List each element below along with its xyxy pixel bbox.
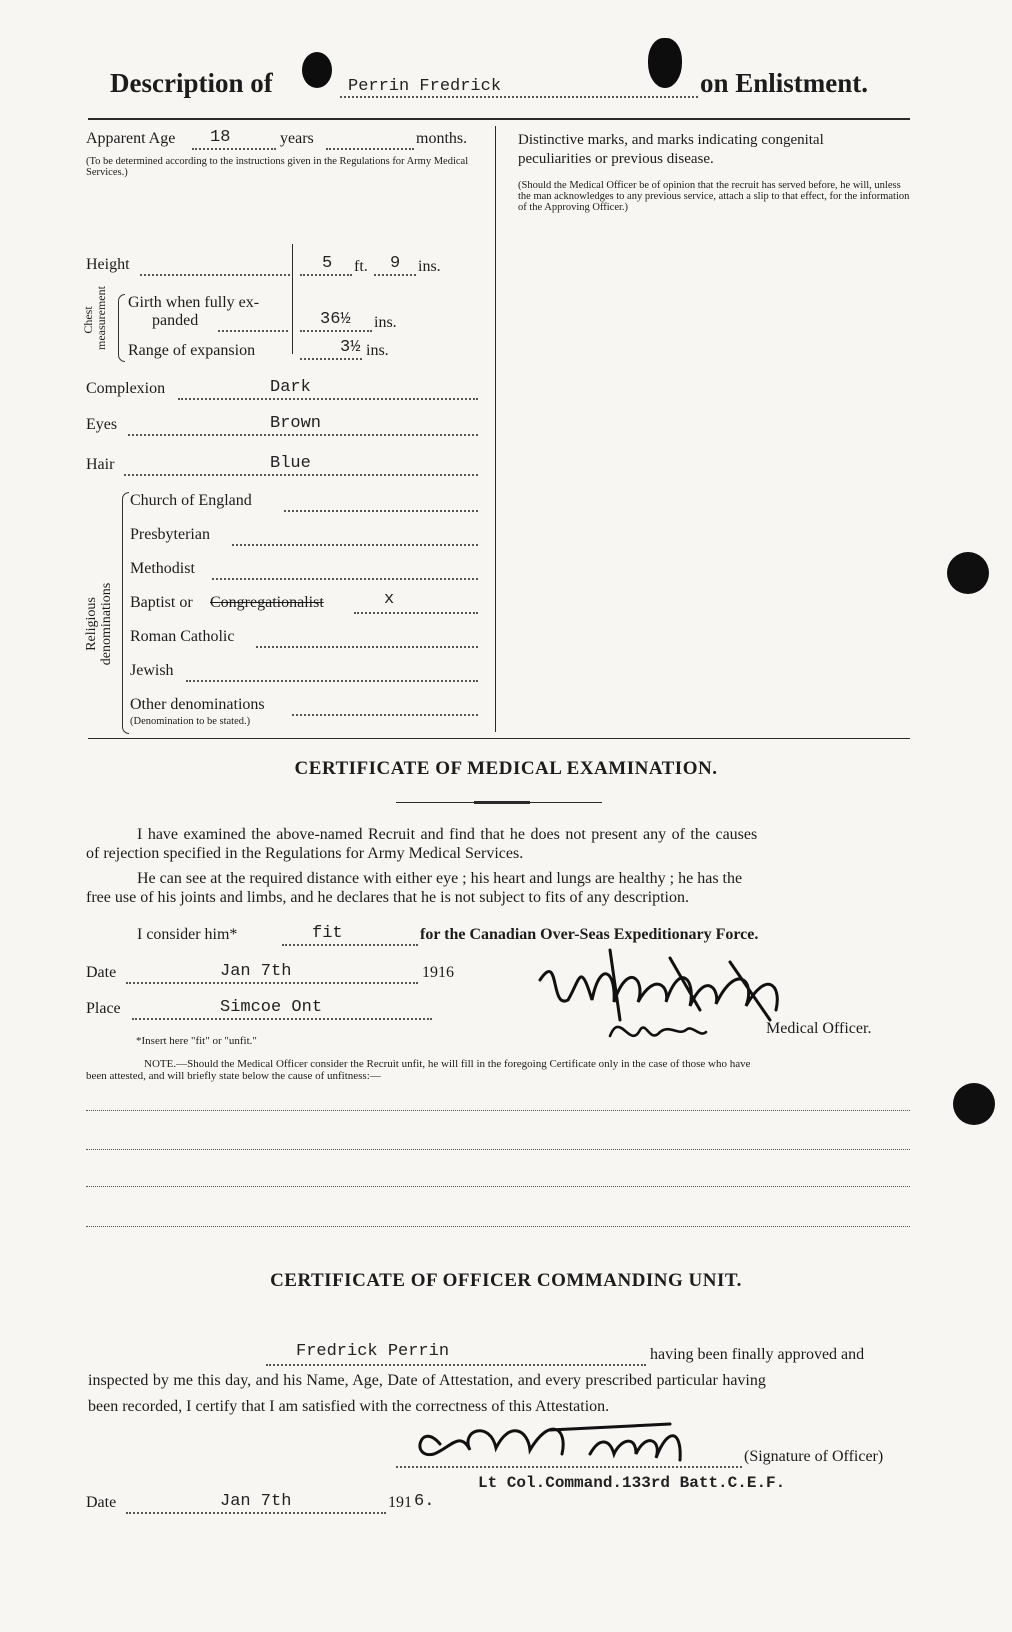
unfitness-line-4 xyxy=(86,1226,910,1227)
ins-label: ins. xyxy=(418,258,441,275)
recruit-name-header: Perrin Fredrick xyxy=(348,77,502,96)
ink-blot xyxy=(648,38,682,88)
top-rule xyxy=(88,118,910,120)
religion-line-7 xyxy=(292,714,478,716)
eyes-label: Eyes xyxy=(86,416,118,433)
range-value: 3½ xyxy=(340,338,361,357)
religion-text: Religious denominations xyxy=(84,582,114,666)
range-unit: ins. xyxy=(366,342,389,359)
height-label: Height xyxy=(86,256,130,273)
height-ft-line xyxy=(300,274,352,276)
unfitness-line-1 xyxy=(86,1110,910,1111)
height-ft-value: 5 xyxy=(322,254,333,273)
eyes-line xyxy=(128,434,478,436)
unfitness-line-3 xyxy=(86,1186,910,1187)
medical-officer-label: Medical Officer. xyxy=(766,1020,872,1037)
commanding-line1-end: having been finally approved and xyxy=(650,1346,865,1363)
religion-jewish: Jewish xyxy=(130,662,174,679)
religion-roman-catholic: Roman Catholic xyxy=(130,628,235,645)
religion-congregationalist: Congregationalist xyxy=(210,594,324,611)
religion-line-4 xyxy=(354,612,478,614)
medical-date-label: Date xyxy=(86,964,117,981)
commanding-officer-title: Lt Col.Command.133rd Batt.C.E.F. xyxy=(478,1474,786,1492)
ink-blot xyxy=(302,52,332,88)
form-title-suffix: on Enlistment. xyxy=(700,68,869,98)
months-label: months. xyxy=(416,130,468,147)
girth-unit: ins. xyxy=(374,314,397,331)
commanding-year-prefix: 191 xyxy=(388,1494,412,1511)
religion-baptist-mark: x xyxy=(384,590,395,609)
height-in-value: 9 xyxy=(390,254,401,273)
column-divider xyxy=(495,126,496,732)
years-label: years xyxy=(280,130,314,147)
unfitness-line-2 xyxy=(86,1149,910,1150)
height-divider xyxy=(292,244,293,354)
hair-value: Blue xyxy=(270,454,311,473)
religion-line-3 xyxy=(212,578,478,580)
range-label: Range of expansion xyxy=(128,342,256,359)
description-bottom-rule xyxy=(88,738,910,739)
eyes-value: Brown xyxy=(270,414,322,433)
chest-measurement-label xyxy=(81,286,108,350)
place-line xyxy=(132,1018,432,1020)
commanding-line2: inspected by me this day, and his Name, Age, Date of Attestation, and every prescribed particular having xyxy=(88,1372,766,1389)
medical-para2-line1: He can see at the required distance with either eye ; his heart and lungs are healthy ; he has the xyxy=(137,870,743,887)
complexion-value: Dark xyxy=(270,378,311,397)
consider-label: I consider him* xyxy=(137,926,238,943)
medical-date-value: Jan 7th xyxy=(220,962,292,981)
medical-para1-line1: I have examined the above-named Recruit and find that he does not present any of the causes xyxy=(137,826,758,843)
commanding-certificate-title: CERTIFICATE OF OFFICER COMMANDING UNIT. xyxy=(270,1270,742,1291)
insert-note: *Insert here "fit" or "unfit." xyxy=(136,1035,257,1047)
punch-hole xyxy=(947,552,989,594)
recruit-name-value: Fredrick Perrin xyxy=(296,1342,450,1361)
hair-label: Hair xyxy=(86,456,115,473)
place-label: Place xyxy=(86,1000,121,1017)
religion-line-2 xyxy=(232,544,478,546)
medical-note-line2: been attested, and will briefly state below the cause of unfitness:— xyxy=(86,1070,381,1082)
force-label: for the Canadian Over-Seas Expeditionary Force. xyxy=(420,926,759,943)
girth-value: 36½ xyxy=(320,310,351,329)
place-value: Simcoe Ont xyxy=(220,998,323,1017)
age-line xyxy=(192,148,276,150)
consider-line xyxy=(282,944,418,946)
religion-other: Other denominations xyxy=(130,696,265,713)
religion-church-of-england: Church of England xyxy=(130,492,252,509)
religion-line-6 xyxy=(186,680,478,682)
girth-value-line xyxy=(300,330,372,332)
religion-methodist: Methodist xyxy=(130,560,195,577)
marks-label-1: Distinctive marks, and marks indicating congenital xyxy=(518,132,824,148)
girth-label-line xyxy=(218,330,288,332)
girth-label-2: panded xyxy=(152,312,199,329)
medical-note-line1: NOTE.—Should the Medical Officer consider the Recruit unfit, he will fill in the foregoing Certificate only in the case of those who have xyxy=(144,1058,751,1070)
marks-note: (Should the Medical Officer be of opinion that the recruit has served before, he will, unless the man acknowledges to any previous service, attach a slip to that effect, for the information of the Approving Officer.) xyxy=(518,180,910,213)
marks-label-2: peculiarities or previous disease. xyxy=(518,151,714,167)
age-label: Apparent Age xyxy=(86,130,176,147)
recruit-name-line xyxy=(266,1364,646,1366)
height-in-line xyxy=(374,274,416,276)
signature-line xyxy=(396,1466,742,1468)
medical-year-value: 1916 xyxy=(422,964,454,981)
commanding-date-value: Jan 7th xyxy=(220,1492,292,1511)
ft-label: ft. xyxy=(354,258,368,275)
medical-officer-rank xyxy=(634,1030,636,1031)
religion-other-note: (Denomination to be stated.) xyxy=(130,716,251,727)
complexion-label: Complexion xyxy=(86,380,166,397)
religion-bracket xyxy=(122,492,129,734)
commanding-year-suffix: 6. xyxy=(414,1492,435,1511)
girth-label-1: Girth when fully ex- xyxy=(128,294,260,311)
form-title-prefix: Description of xyxy=(110,68,273,98)
months-line xyxy=(326,148,414,150)
range-line xyxy=(300,358,362,360)
religion-label xyxy=(84,572,114,676)
commanding-line3: been recorded, I certify that I am satisfied with the correctness of this Attestation. xyxy=(88,1398,610,1415)
height-line xyxy=(140,274,290,276)
signature-label: (Signature of Officer) xyxy=(744,1448,884,1465)
commanding-date-line xyxy=(126,1512,386,1514)
religion-baptist: Baptist or xyxy=(130,594,193,611)
title-name-line xyxy=(340,96,698,98)
religion-line-1 xyxy=(284,510,478,512)
punch-hole xyxy=(953,1083,995,1125)
medical-para1-line2: of rejection specified in the Regulations for Army Medical Services. xyxy=(86,845,524,862)
chest-bracket xyxy=(118,294,125,362)
age-value: 18 xyxy=(210,128,231,147)
age-note: (To be determined according to the instructions given in the Regulations for Army Medical Services.) xyxy=(86,156,469,178)
medical-date-line xyxy=(126,982,418,984)
medical-para2-line2: free use of his joints and limbs, and he declares that he is not subject to fits of any description. xyxy=(86,889,689,906)
commanding-date-label: Date xyxy=(86,1494,117,1511)
religion-line-5 xyxy=(256,646,478,648)
chest-measurement-text: Chest measurement xyxy=(81,286,108,350)
hair-line xyxy=(124,474,478,476)
religion-presbyterian: Presbyterian xyxy=(130,526,210,543)
medical-title-rule-center xyxy=(474,801,530,804)
medical-certificate-title: CERTIFICATE OF MEDICAL EXAMINATION. xyxy=(294,758,718,779)
consider-value: fit xyxy=(312,924,343,943)
complexion-line xyxy=(178,398,478,400)
